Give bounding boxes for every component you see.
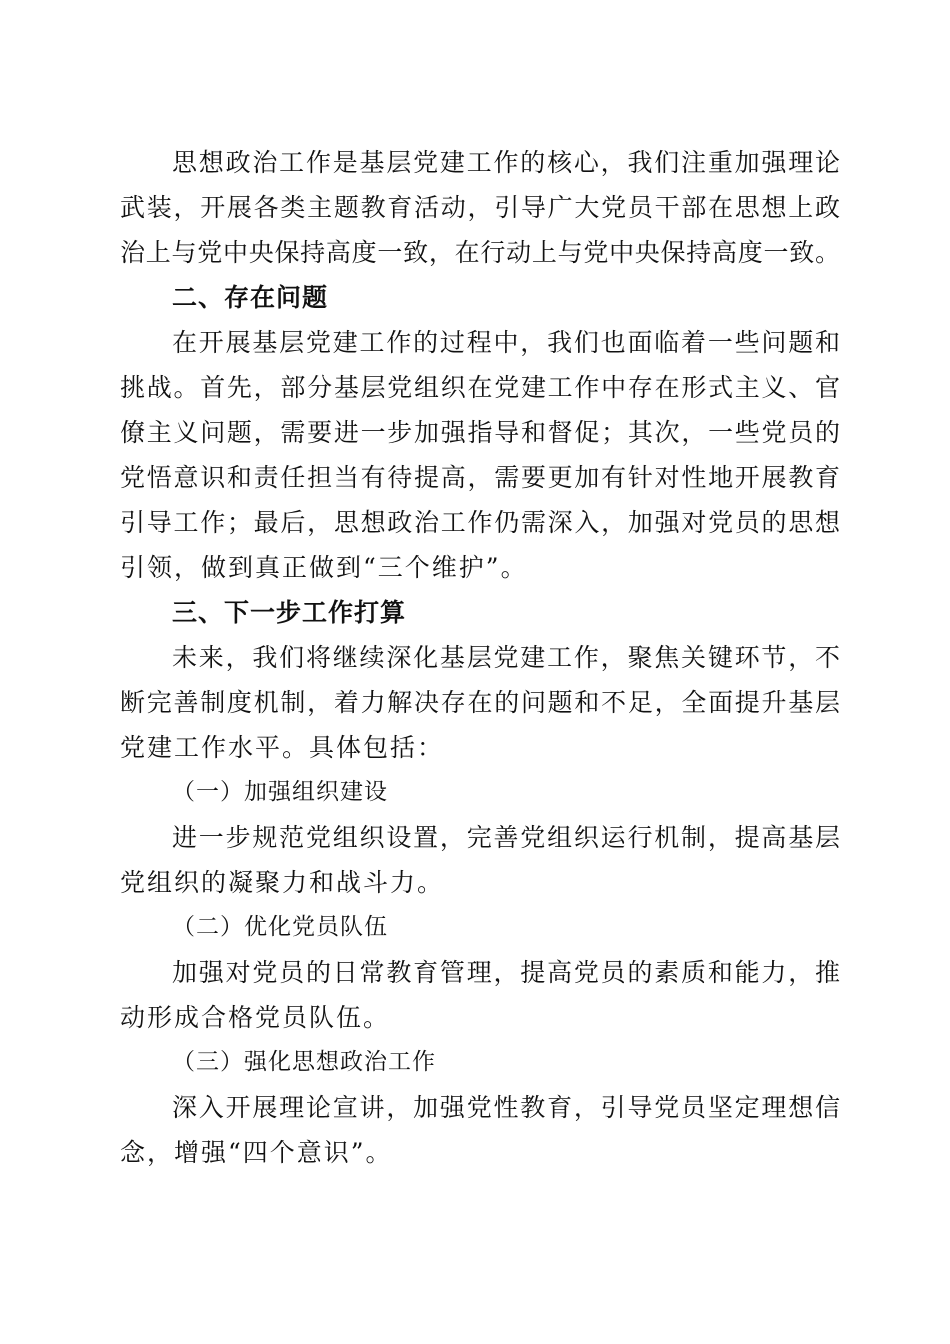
section-heading-problems: 二、存在问题 (172, 283, 329, 312)
paragraph-line: 引领，做到真正做到“三个维护”。 (120, 553, 528, 582)
subheading-organization: （一）加强组织建设 (172, 779, 388, 805)
paragraph-line: 深入开展理论宣讲，加强党性教育，引导党员坚定理想信 (172, 1093, 840, 1122)
paragraph-ideology-work (120, 1085, 840, 1175)
paragraph-line: 断完善制度机制，着力解决存在的问题和不足，全面提升基层 (120, 688, 840, 717)
paragraph-line: 引导工作；最后，思想政治工作仍需深入，加强对党员的思想 (120, 508, 840, 537)
paragraph-next-steps (120, 635, 840, 770)
subheading-ideology-work: （三）强化思想政治工作 (172, 1049, 436, 1075)
paragraph-line: 党建工作水平。具体包括： (120, 733, 445, 762)
paragraph-line: 进一步规范党组织设置，完善党组织运行机制，提高基层 (172, 823, 840, 852)
paragraph-line: 武装，开展各类主题教育活动，引导广大党员干部在思想上政 (120, 193, 840, 222)
paragraph-line: 在开展基层党建工作的过程中，我们也面临着一些问题和 (172, 328, 840, 357)
paragraph-members (120, 950, 840, 1040)
section-heading-next-steps: 三、下一步工作打算 (172, 598, 407, 627)
paragraph-line: 挑战。首先，部分基层党组织在党建工作中存在形式主义、官 (120, 373, 840, 402)
paragraph-line: 思想政治工作是基层党建工作的核心，我们注重加强理论 (172, 148, 840, 177)
paragraph-ideology (120, 140, 840, 275)
paragraph-line: 加强对党员的日常教育管理，提高党员的素质和能力，推 (172, 958, 840, 987)
paragraph-line: 念，增强“四个意识”。 (120, 1138, 393, 1167)
paragraph-line: 党组织的凝聚力和战斗力。 (120, 868, 445, 897)
paragraph-line: 动形成合格党员队伍。 (120, 1003, 391, 1032)
paragraph-line: 治上与党中央保持高度一致，在行动上与党中央保持高度一致。 (120, 238, 840, 267)
document-page (120, 140, 840, 1175)
subheading-members: （二）优化党员队伍 (172, 914, 388, 940)
paragraph-problems (120, 320, 840, 590)
paragraph-line: 党悟意识和责任担当有待提高，需要更加有针对性地开展教育 (120, 463, 840, 492)
paragraph-organization (120, 815, 840, 905)
paragraph-line: 僚主义问题，需要进一步加强指导和督促；其次，一些党员的 (120, 418, 840, 447)
paragraph-line: 未来，我们将继续深化基层党建工作，聚焦关键环节，不 (172, 643, 840, 672)
